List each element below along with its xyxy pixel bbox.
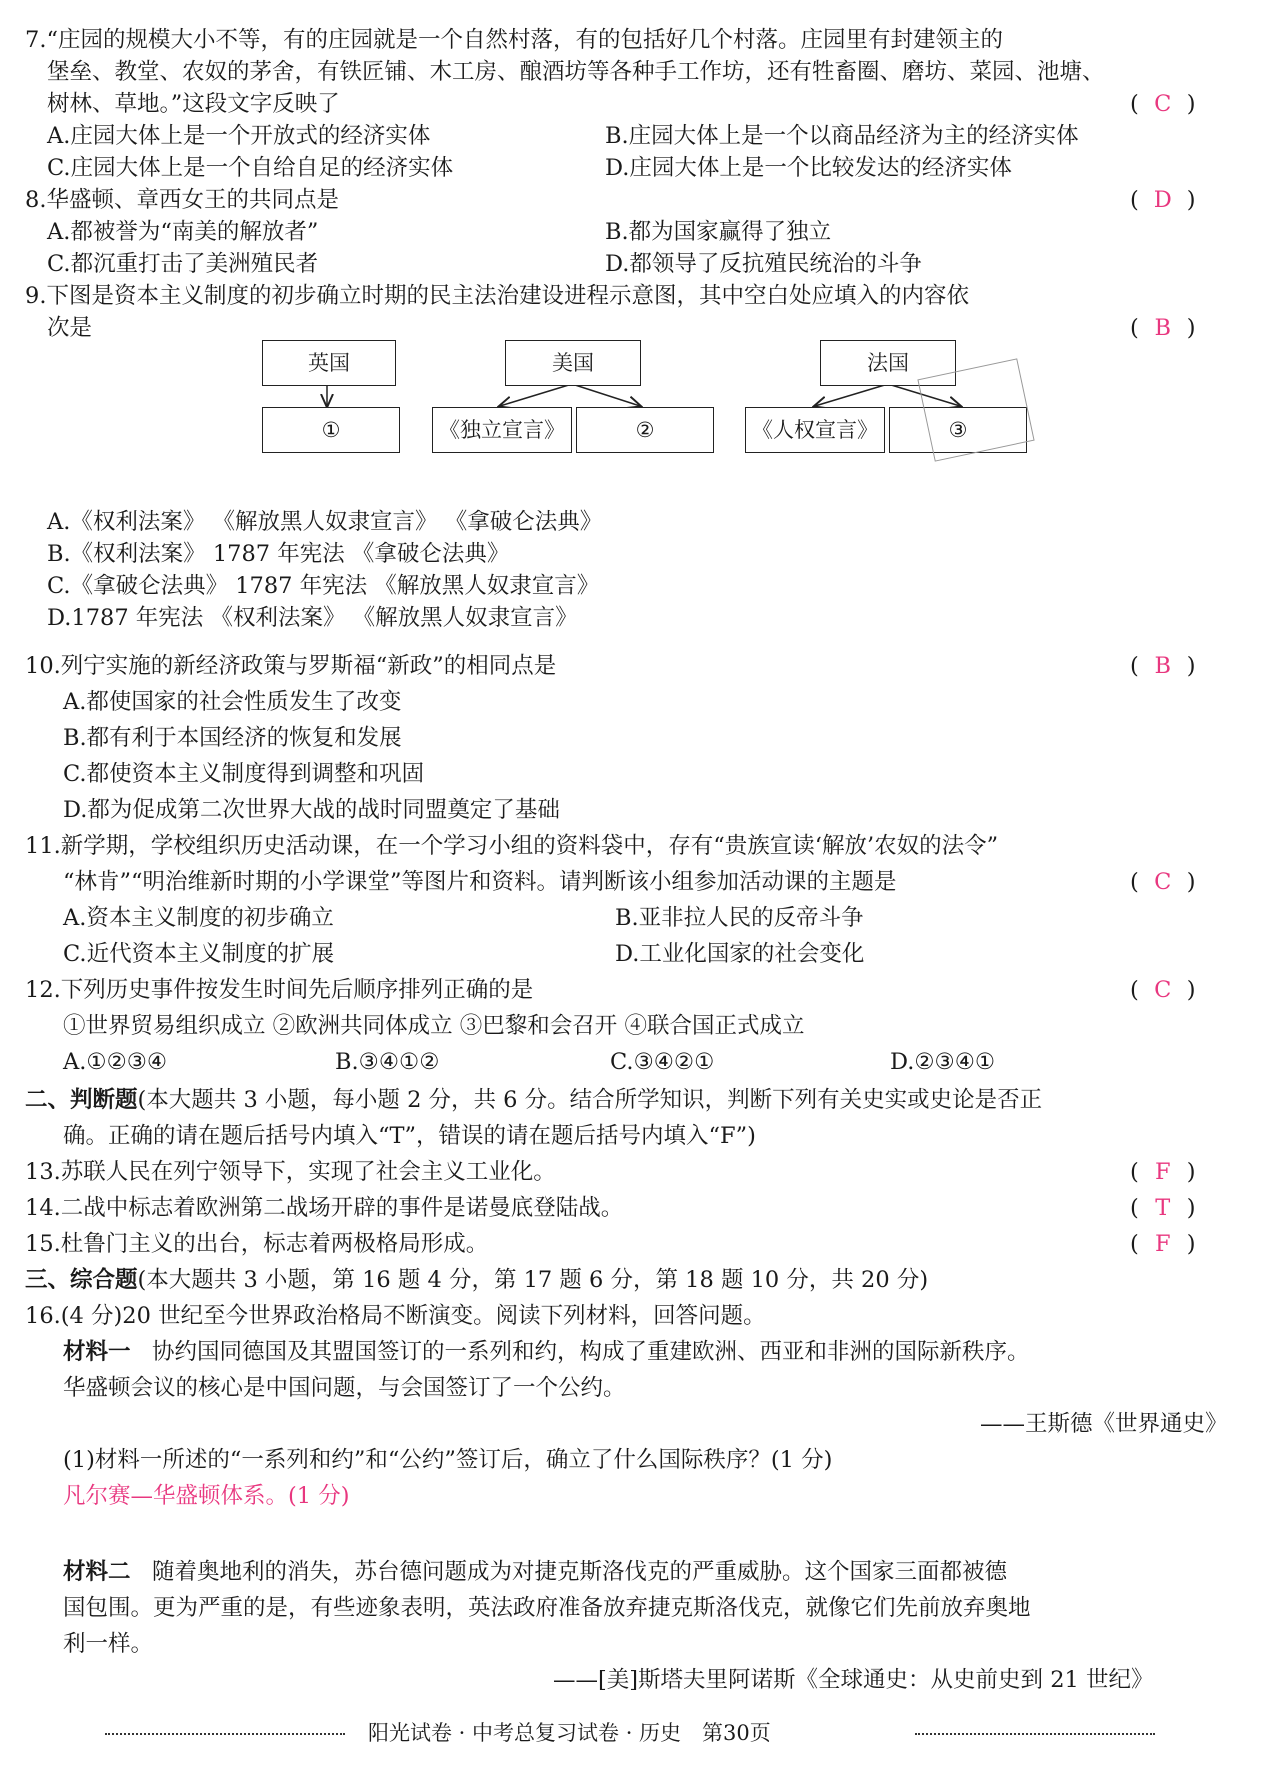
q9-option-d: D.1787 年宪法 《权利法案》 《解放黑人奴隶宣言》 xyxy=(47,605,578,631)
q11-stem-line2: “林肯”“明治维新时期的小学课堂”等图片和资料。请判断该小组参加活动课的主题是 xyxy=(63,869,897,895)
footer-text: 阳光试卷 · 中考总复习试卷 · 历史 第30页 xyxy=(368,1721,771,1745)
q9-option-b: B.《权利法案》 1787 年宪法 《拿破仑法典》 xyxy=(47,541,510,567)
q15-answer-bracket: ( F ) xyxy=(1130,1231,1196,1257)
q7-stem-line3: 树林、草地。”这段文字反映了 xyxy=(47,91,340,117)
box-us: 美国 xyxy=(505,340,641,386)
q12-answer-bracket: ( C ) xyxy=(1130,977,1196,1003)
footer-divider-right xyxy=(915,1733,1155,1735)
q10-answer-bracket: ( B ) xyxy=(1130,653,1196,679)
q13-answer-bracket: ( F ) xyxy=(1130,1159,1196,1185)
q9-stem-line1: 9.下图是资本主义制度的初步确立时期的民主法治建设进程示意图，其中空白处应填入的内容依 xyxy=(25,283,969,309)
box-doc-fr: 《人权宣言》 xyxy=(745,407,885,453)
q10-option-b: B.都有利于本国经济的恢复和发展 xyxy=(63,725,402,751)
q7-answer: C xyxy=(1154,91,1172,117)
footer-divider-left xyxy=(105,1733,345,1735)
q9-answer-bracket: ( B ) xyxy=(1130,315,1196,341)
q13-stem: 13.苏联人民在列宁领导下，实现了社会主义工业化。 xyxy=(25,1159,556,1185)
q8-stem: 8.华盛顿、章西女王的共同点是 xyxy=(25,187,339,213)
q11-answer-bracket: ( C ) xyxy=(1130,869,1196,895)
q7-stem-line1: 7.“庄园的规模大小不等，有的庄园就是一个自然村落，有的包括好几个村落。庄园里有封建领主的 xyxy=(25,27,1003,53)
part2-header xyxy=(25,1085,1042,1115)
q12-events: ①世界贸易组织成立 ②欧洲共同体成立 ③巴黎和会召开 ④联合国正式成立 xyxy=(63,1013,805,1039)
material-two-line3: 利一样。 xyxy=(63,1631,154,1657)
q7-option-b: B.庄园大体上是一个以商品经济为主的经济实体 xyxy=(605,123,1079,149)
q9-option-a: A.《权利法案》 《解放黑人奴隶宣言》 《拿破仑法典》 xyxy=(47,509,603,535)
q8-option-b: B.都为国家赢得了独立 xyxy=(605,219,832,245)
q14-answer-bracket: ( T ) xyxy=(1130,1195,1196,1221)
q9-answer: B xyxy=(1154,315,1172,341)
material-two-line2: 国包围。更为严重的是，有些迹象表明，英法政府准备放弃捷克斯洛伐克，就像它们先前放弃奥地 xyxy=(63,1595,1031,1621)
material-two-label: 材料二 xyxy=(63,1559,131,1585)
q10-option-a: A.都使国家的社会性质发生了改变 xyxy=(63,689,402,715)
q10-option-c: C.都使资本主义制度得到调整和巩固 xyxy=(63,761,425,787)
q12-option-a: A.①②③④ xyxy=(63,1049,168,1075)
q11-answer: C xyxy=(1154,869,1172,895)
q16-sub1-answer: 凡尔赛—华盛顿体系。(1 分) xyxy=(63,1483,350,1509)
q11-option-d: D.工业化国家的社会变化 xyxy=(615,941,865,967)
q8-option-d: D.都领导了反抗殖民统治的斗争 xyxy=(605,251,922,277)
box-blank-2: ② xyxy=(576,407,714,453)
q7-option-c: C.庄园大体上是一个自给自足的经济实体 xyxy=(47,155,454,181)
q8-option-a: A.都被誉为“南美的解放者” xyxy=(47,219,319,245)
box-blank-3: ③ xyxy=(889,407,1027,453)
part2-heading: 二、判断题 xyxy=(25,1087,138,1113)
q9-option-c: C.《拿破仑法典》 1787 年宪法 《解放黑人奴隶宣言》 xyxy=(47,573,600,599)
q10-option-d: D.都为促成第二次世界大战的战时同盟奠定了基础 xyxy=(63,797,560,823)
q14-stem: 14.二战中标志着欧洲第二战场开辟的事件是诺曼底登陆战。 xyxy=(25,1195,624,1221)
q11-option-b: B.亚非拉人民的反帝斗争 xyxy=(615,905,864,931)
box-doc-us: 《独立宣言》 xyxy=(432,407,572,453)
q10-answer: B xyxy=(1154,653,1172,679)
material-two-line1: 材料二 随着奥地利的消失，苏台德问题成为对捷克斯洛伐克的严重威胁。这个国家三面都被德 xyxy=(63,1559,1007,1585)
q8-answer: D xyxy=(1153,187,1172,213)
q12-option-b: B.③④①② xyxy=(335,1049,440,1075)
arrow-us-right xyxy=(572,384,640,406)
arrow-fr-left xyxy=(815,384,888,406)
q12-stem: 12.下列历史事件按发生时间先后顺序排列正确的是 xyxy=(25,977,534,1003)
material-one-line1: 材料一 协约国同德国及其盟国签订的一系列和约，构成了重建欧洲、西亚和非洲的国际新秩序。 xyxy=(63,1339,1030,1365)
part3-heading: 三、综合题 xyxy=(25,1267,138,1293)
material-two-source: ——[美]斯塔夫里阿诺斯《全球通史：从史前史到 21 世纪》 xyxy=(553,1667,1154,1693)
q7-option-d: D.庄园大体上是一个比较发达的经济实体 xyxy=(605,155,1012,181)
q8-option-c: C.都沉重打击了美洲殖民者 xyxy=(47,251,319,277)
q12-answer: C xyxy=(1154,977,1172,1003)
box-fr: 法国 xyxy=(820,340,956,386)
arrow-us-left xyxy=(500,384,572,406)
q15-stem: 15.杜鲁门主义的出台，标志着两极格局形成。 xyxy=(25,1231,489,1257)
q8-answer-bracket: ( D ) xyxy=(1130,187,1196,213)
material-one-line2: 华盛顿会议的核心是中国问题，与会国签订了一个公约。 xyxy=(63,1375,626,1401)
q11-option-c: C.近代资本主义制度的扩展 xyxy=(63,941,335,967)
q7-stem-line2: 堡垒、教堂、农奴的茅舍，有铁匠铺、木工房、酿酒坊等各种手工作坊，还有牲畜圈、磨坊、菜园、池塘、 xyxy=(47,59,1105,85)
q7-answer-bracket: ( C ) xyxy=(1130,91,1196,117)
part2-desc-line2: 确。正确的请在题后括号内填入“T”，错误的请在题后括号内填入“F”) xyxy=(63,1123,756,1149)
q15-answer: F xyxy=(1154,1231,1171,1257)
material-one-label: 材料一 xyxy=(63,1339,131,1365)
material-one-source: ——王斯德《世界通史》 xyxy=(980,1411,1228,1437)
box-blank-1: ① xyxy=(262,407,400,453)
q12-option-d: D.②③④① xyxy=(890,1049,996,1075)
q12-option-c: C.③④②① xyxy=(610,1049,715,1075)
box-uk: 英国 xyxy=(262,340,396,386)
q16-stem: 16.(4 分)20 世纪至今世界政治格局不断演变。阅读下列材料，回答问题。 xyxy=(25,1303,766,1329)
part3-desc: (本大题共 3 小题，第 16 题 4 分，第 17 题 6 分，第 18 题 10 分，共 20 分) xyxy=(137,1267,929,1293)
q9-stem-line2: 次是 xyxy=(47,315,93,341)
q7-option-a: A.庄园大体上是一个开放式的经济实体 xyxy=(47,123,431,149)
q14-answer: T xyxy=(1155,1195,1171,1221)
q13-answer: F xyxy=(1154,1159,1171,1185)
part3-header xyxy=(25,1265,928,1295)
q11-option-a: A.资本主义制度的初步确立 xyxy=(63,905,334,931)
part2-desc-line1: (本大题共 3 小题，每小题 2 分，共 6 分。结合所学知识，判断下列有关史实或史论是否正 xyxy=(137,1087,1043,1113)
q16-sub1-question: (1)材料一所述的“一系列和约”和“公约”签订后，确立了什么国际秩序？(1 分) xyxy=(63,1447,833,1473)
q10-stem: 10.列宁实施的新经济政策与罗斯福“新政”的相同点是 xyxy=(25,653,557,679)
q11-stem-line1: 11.新学期，学校组织历史活动课，在一个学习小组的资料袋中，存有“贵族宣读‘解放’农奴的法令” xyxy=(25,833,999,859)
